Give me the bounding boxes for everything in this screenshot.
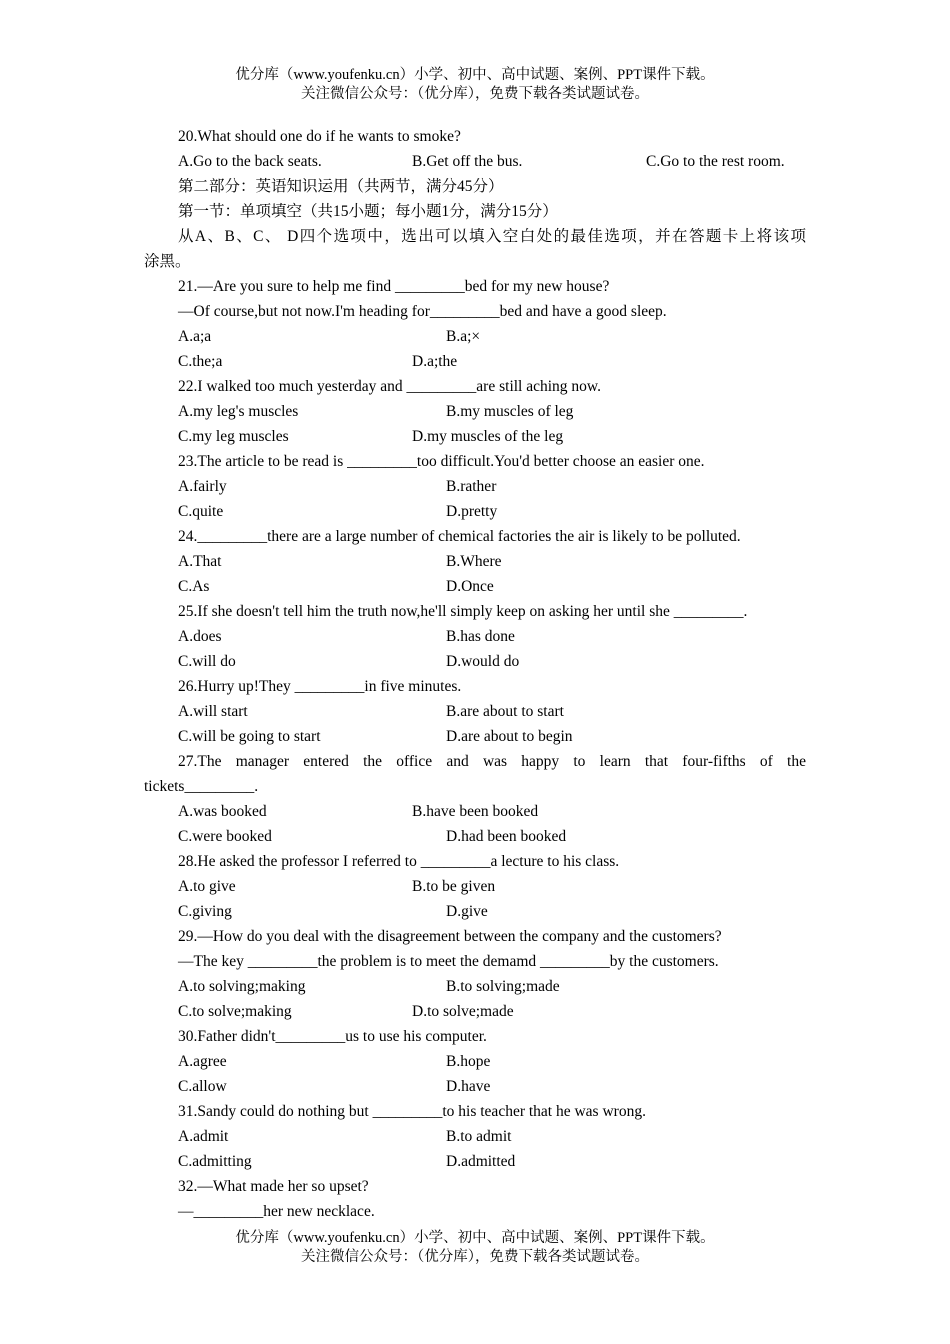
question-23-stem: 23.The article to be read is _________too difficult.You'd better choose an easier one.	[178, 453, 705, 470]
option-b: B.a;×	[446, 328, 481, 345]
question-stem: 20.What should one do if he wants to smoke?	[178, 128, 461, 145]
option-b: B.to be given	[412, 878, 496, 895]
question-25-stem: 25.If she doesn't tell him the truth now,he'll simply keep on asking her until she _________.	[178, 603, 748, 620]
option-a: A.to solving;making	[178, 978, 306, 995]
question-23-options-ab	[144, 474, 806, 499]
option-d: D.had been booked	[446, 828, 567, 845]
option-c: C.Go to the rest room.	[646, 153, 785, 170]
option-a: A.agree	[178, 1053, 227, 1070]
question-23-options-cd	[144, 499, 806, 524]
option-d: D.to solve;made	[412, 1003, 514, 1020]
option-d: D.have	[446, 1078, 491, 1095]
question-26-stem: 26.Hurry up!They _________in five minutes.	[178, 678, 462, 695]
option-c: C.As	[178, 578, 210, 595]
question-28-stem: 28.He asked the professor I referred to _________a lecture to his class.	[178, 853, 620, 870]
question-21-options-cd	[144, 349, 806, 374]
question-25-options-ab	[144, 624, 806, 649]
question-27-stem-1: 27.The manager entered the office and was happy to learn that four-fifths of the	[178, 753, 806, 770]
option-c: C.giving	[178, 903, 232, 920]
option-c: C.were booked	[178, 828, 272, 845]
question-20-options	[144, 149, 806, 174]
option-d: D.would do	[446, 653, 520, 670]
option-c: C.will be going to start	[178, 728, 321, 745]
option-a: A.my leg's muscles	[178, 403, 299, 420]
option-b: B.Where	[446, 553, 502, 570]
option-a: A.a;a	[178, 328, 212, 345]
option-d: D.my muscles of the leg	[412, 428, 564, 445]
question-27-options-ab	[144, 799, 806, 824]
option-c: C.to solve;making	[178, 1003, 292, 1020]
header-line-2: 关注微信公众号：（优分库），免费下载各类试题试卷。	[301, 86, 649, 102]
question-32-stem-1: 32.—What made her so upset?	[178, 1178, 369, 1195]
option-c: C.admitting	[178, 1153, 252, 1170]
question-25-options-cd	[144, 649, 806, 674]
option-a: A.fairly	[178, 478, 227, 495]
option-c: C.allow	[178, 1078, 227, 1095]
question-28-options-ab	[144, 874, 806, 899]
option-b: B.to admit	[446, 1128, 512, 1145]
option-d: D.Once	[446, 578, 494, 595]
option-a: A.That	[178, 553, 222, 570]
question-31-options-ab	[144, 1124, 806, 1149]
footer-line-1: 优分库（www.youfenku.cn）小学、初中、高中试题、案例、PPT课件下载。	[235, 1230, 715, 1246]
question-30-stem: 30.Father didn't_________us to use his computer.	[178, 1028, 487, 1045]
option-c: C.will do	[178, 653, 236, 670]
exam-content	[144, 124, 806, 1224]
section-1-title: 第一节：单项填空（共15小题；每小题1分，满分15分）	[178, 203, 558, 220]
page-header	[0, 66, 950, 104]
option-d: D.are about to begin	[446, 728, 573, 745]
option-d: D.a;the	[412, 353, 458, 370]
option-d: D.pretty	[446, 503, 498, 520]
option-a: A.Go to the back seats.	[178, 153, 322, 170]
footer-line-2: 关注微信公众号：（优分库），免费下载各类试题试卷。	[301, 1249, 649, 1265]
option-a: A.was booked	[178, 803, 267, 820]
instructions-line-1: 从A、B、C、 D四个选项中，选出可以填入空白处的最佳选项，并在答题卡上将该项	[178, 228, 806, 245]
question-30-options-cd	[144, 1074, 806, 1099]
option-a: A.admit	[178, 1128, 229, 1145]
question-31-stem: 31.Sandy could do nothing but _________to his teacher that he was wrong.	[178, 1103, 646, 1120]
option-b: B.rather	[446, 478, 497, 495]
question-24-options-cd	[144, 574, 806, 599]
option-d: D.admitted	[446, 1153, 516, 1170]
option-b: B.to solving;made	[446, 978, 560, 995]
option-b: B.Get off the bus.	[412, 153, 523, 170]
option-c: C.the;a	[178, 353, 223, 370]
question-22-options-ab	[144, 399, 806, 424]
page-footer	[0, 1229, 950, 1267]
instructions-line-2: 涂黑。	[144, 253, 191, 270]
option-b: B.are about to start	[446, 703, 564, 720]
option-c: C.my leg muscles	[178, 428, 289, 445]
question-29-options-cd	[144, 999, 806, 1024]
option-a: A.will start	[178, 703, 248, 720]
question-24-stem: 24._________there are a large number of chemical factories the air is likely to be polluted.	[178, 528, 741, 545]
question-21-options-ab	[144, 324, 806, 349]
option-a: A.does	[178, 628, 222, 645]
question-22-options-cd	[144, 424, 806, 449]
question-22-stem: 22.I walked too much yesterday and _________are still aching now.	[178, 378, 601, 395]
question-26-options-cd	[144, 724, 806, 749]
question-31-options-cd	[144, 1149, 806, 1174]
question-29-options-ab	[144, 974, 806, 999]
option-b: B.hope	[446, 1053, 491, 1070]
question-21-stem-1: 21.—Are you sure to help me find _________bed for my new house?	[178, 278, 610, 295]
option-b: B.has done	[446, 628, 515, 645]
question-26-options-ab	[144, 699, 806, 724]
question-27-options-cd	[144, 824, 806, 849]
question-24-options-ab	[144, 549, 806, 574]
option-c: C.quite	[178, 503, 224, 520]
question-21-stem-2: —Of course,but not now.I'm heading for_________bed and have a good sleep.	[178, 303, 667, 320]
question-27-stem-2: tickets_________.	[144, 778, 259, 795]
part-2-title: 第二部分：英语知识运用（共两节，满分45分）	[178, 178, 504, 195]
question-29-stem-1: 29.—How do you deal with the disagreement between the company and the customers?	[178, 928, 722, 945]
question-32-stem-2: —_________her new necklace.	[178, 1203, 375, 1220]
question-28-options-cd	[144, 899, 806, 924]
option-a: A.to give	[178, 878, 236, 895]
option-b: B.my muscles of leg	[446, 403, 574, 420]
option-d: D.give	[446, 903, 488, 920]
option-b: B.have been booked	[412, 803, 539, 820]
question-29-stem-2: —The key _________the problem is to meet the demamd _________by the customers.	[178, 953, 719, 970]
header-line-1: 优分库（www.youfenku.cn）小学、初中、高中试题、案例、PPT课件下载。	[235, 67, 715, 83]
question-30-options-ab	[144, 1049, 806, 1074]
question-20	[144, 124, 806, 149]
